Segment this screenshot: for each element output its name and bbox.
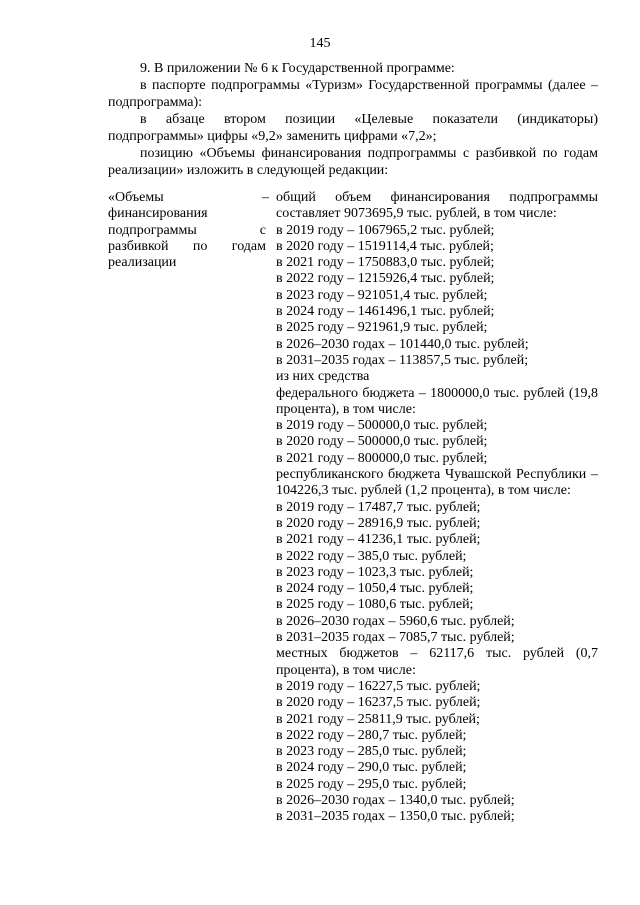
total-years-list bbox=[276, 223, 598, 370]
year-line: в 2025 году – 1080,6 тыс. рублей; bbox=[276, 597, 474, 613]
local-years-list bbox=[276, 679, 598, 826]
year-line: в 2020 году – 1519114,4 тыс. рублей; bbox=[276, 238, 494, 254]
year-line: в 2026–2030 годах – 1340,0 тыс. рублей; bbox=[276, 792, 515, 808]
year-line: в 2019 году – 17487,7 тыс. рублей; bbox=[276, 499, 481, 515]
table-left-cell: «Объемы финансирования подпрограммы с разбивкой по годам реализации bbox=[108, 190, 266, 271]
of-which-label: из них средства bbox=[276, 369, 370, 385]
year-line: в 2021 году – 41236,1 тыс. рублей; bbox=[276, 532, 481, 548]
federal-years-list bbox=[276, 418, 598, 467]
year-line: в 2021 году – 800000,0 тыс. рублей; bbox=[276, 450, 488, 466]
year-line: в 2022 году – 385,0 тыс. рублей; bbox=[276, 548, 467, 564]
intro-paragraph: позицию «Объемы финансирования подпрограммы с разбивкой по годам реализации» изложить в следующей редакции: bbox=[108, 146, 598, 178]
page-number: 145 bbox=[309, 36, 331, 51]
table-dash: – bbox=[262, 190, 269, 205]
year-line: в 2024 году – 1461496,1 тыс. рублей; bbox=[276, 304, 495, 320]
year-line: в 2020 году – 16237,5 тыс. рублей; bbox=[276, 695, 481, 711]
year-line: в 2022 году – 280,7 тыс. рублей; bbox=[276, 727, 467, 743]
year-line: в 2023 году – 285,0 тыс. рублей; bbox=[276, 744, 467, 760]
year-line: в 2024 году – 290,0 тыс. рублей; bbox=[276, 760, 467, 776]
year-line: в 2031–2035 годах – 113857,5 тыс. рублей; bbox=[276, 352, 529, 368]
local-budget: местных бюджетов – 62117,6 тыс. рублей (0,7 процента), в том числе: bbox=[276, 646, 598, 678]
year-line: в 2023 году – 921051,4 тыс. рублей; bbox=[276, 287, 488, 303]
year-line: в 2019 году – 1067965,2 тыс. рублей; bbox=[276, 222, 495, 238]
year-line: в 2021 году – 1750883,0 тыс. рублей; bbox=[276, 255, 495, 271]
year-line: в 2025 году – 295,0 тыс. рублей; bbox=[276, 776, 467, 792]
year-line: в 2025 году – 921961,9 тыс. рублей; bbox=[276, 320, 488, 336]
year-line: в 2023 году – 1023,3 тыс. рублей; bbox=[276, 564, 474, 580]
year-line: в 2020 году – 28916,9 тыс. рублей; bbox=[276, 515, 481, 531]
year-line: в 2031–2035 годах – 1350,0 тыс. рублей; bbox=[276, 809, 515, 825]
year-line: в 2021 году – 25811,9 тыс. рублей; bbox=[276, 711, 480, 727]
intro-text bbox=[108, 60, 598, 179]
table-right-cell bbox=[276, 190, 598, 826]
year-line: в 2031–2035 годах – 7085,7 тыс. рублей; bbox=[276, 630, 515, 646]
republic-budget: республиканского бюджета Чувашской Республики – 104226,3 тыс. рублей (1,2 процента), в том числе: bbox=[276, 467, 598, 499]
year-line: в 2026–2030 годах – 5960,6 тыс. рублей; bbox=[276, 613, 515, 629]
intro-paragraph: в паспорте подпрограммы «Туризм» Государственной программы (далее – подпрограмма): bbox=[108, 78, 598, 110]
year-line: в 2024 году – 1050,4 тыс. рублей; bbox=[276, 581, 474, 597]
year-line: в 2019 году – 500000,0 тыс. рублей; bbox=[276, 418, 488, 434]
total-financing: общий объем финансирования подпрограммы составляет 9073695,9 тыс. рублей, в том числе: bbox=[276, 190, 598, 222]
intro-paragraph: в абзаце втором позиции «Целевые показатели (индикаторы) подпрограммы» цифры «9,2» заменить цифрами «7,2»; bbox=[108, 112, 598, 144]
year-line: в 2026–2030 годах – 101440,0 тыс. рублей; bbox=[276, 336, 529, 352]
federal-budget: федерального бюджета – 1800000,0 тыс. рублей (19,8 процента), в том числе: bbox=[276, 385, 598, 417]
year-line: в 2019 году – 16227,5 тыс. рублей; bbox=[276, 678, 481, 694]
year-line: в 2020 году – 500000,0 тыс. рублей; bbox=[276, 434, 488, 450]
year-line: в 2022 году – 1215926,4 тыс. рублей; bbox=[276, 271, 495, 287]
republic-years-list bbox=[276, 500, 598, 647]
intro-paragraph: 9. В приложении № 6 к Государственной программе: bbox=[140, 61, 455, 76]
